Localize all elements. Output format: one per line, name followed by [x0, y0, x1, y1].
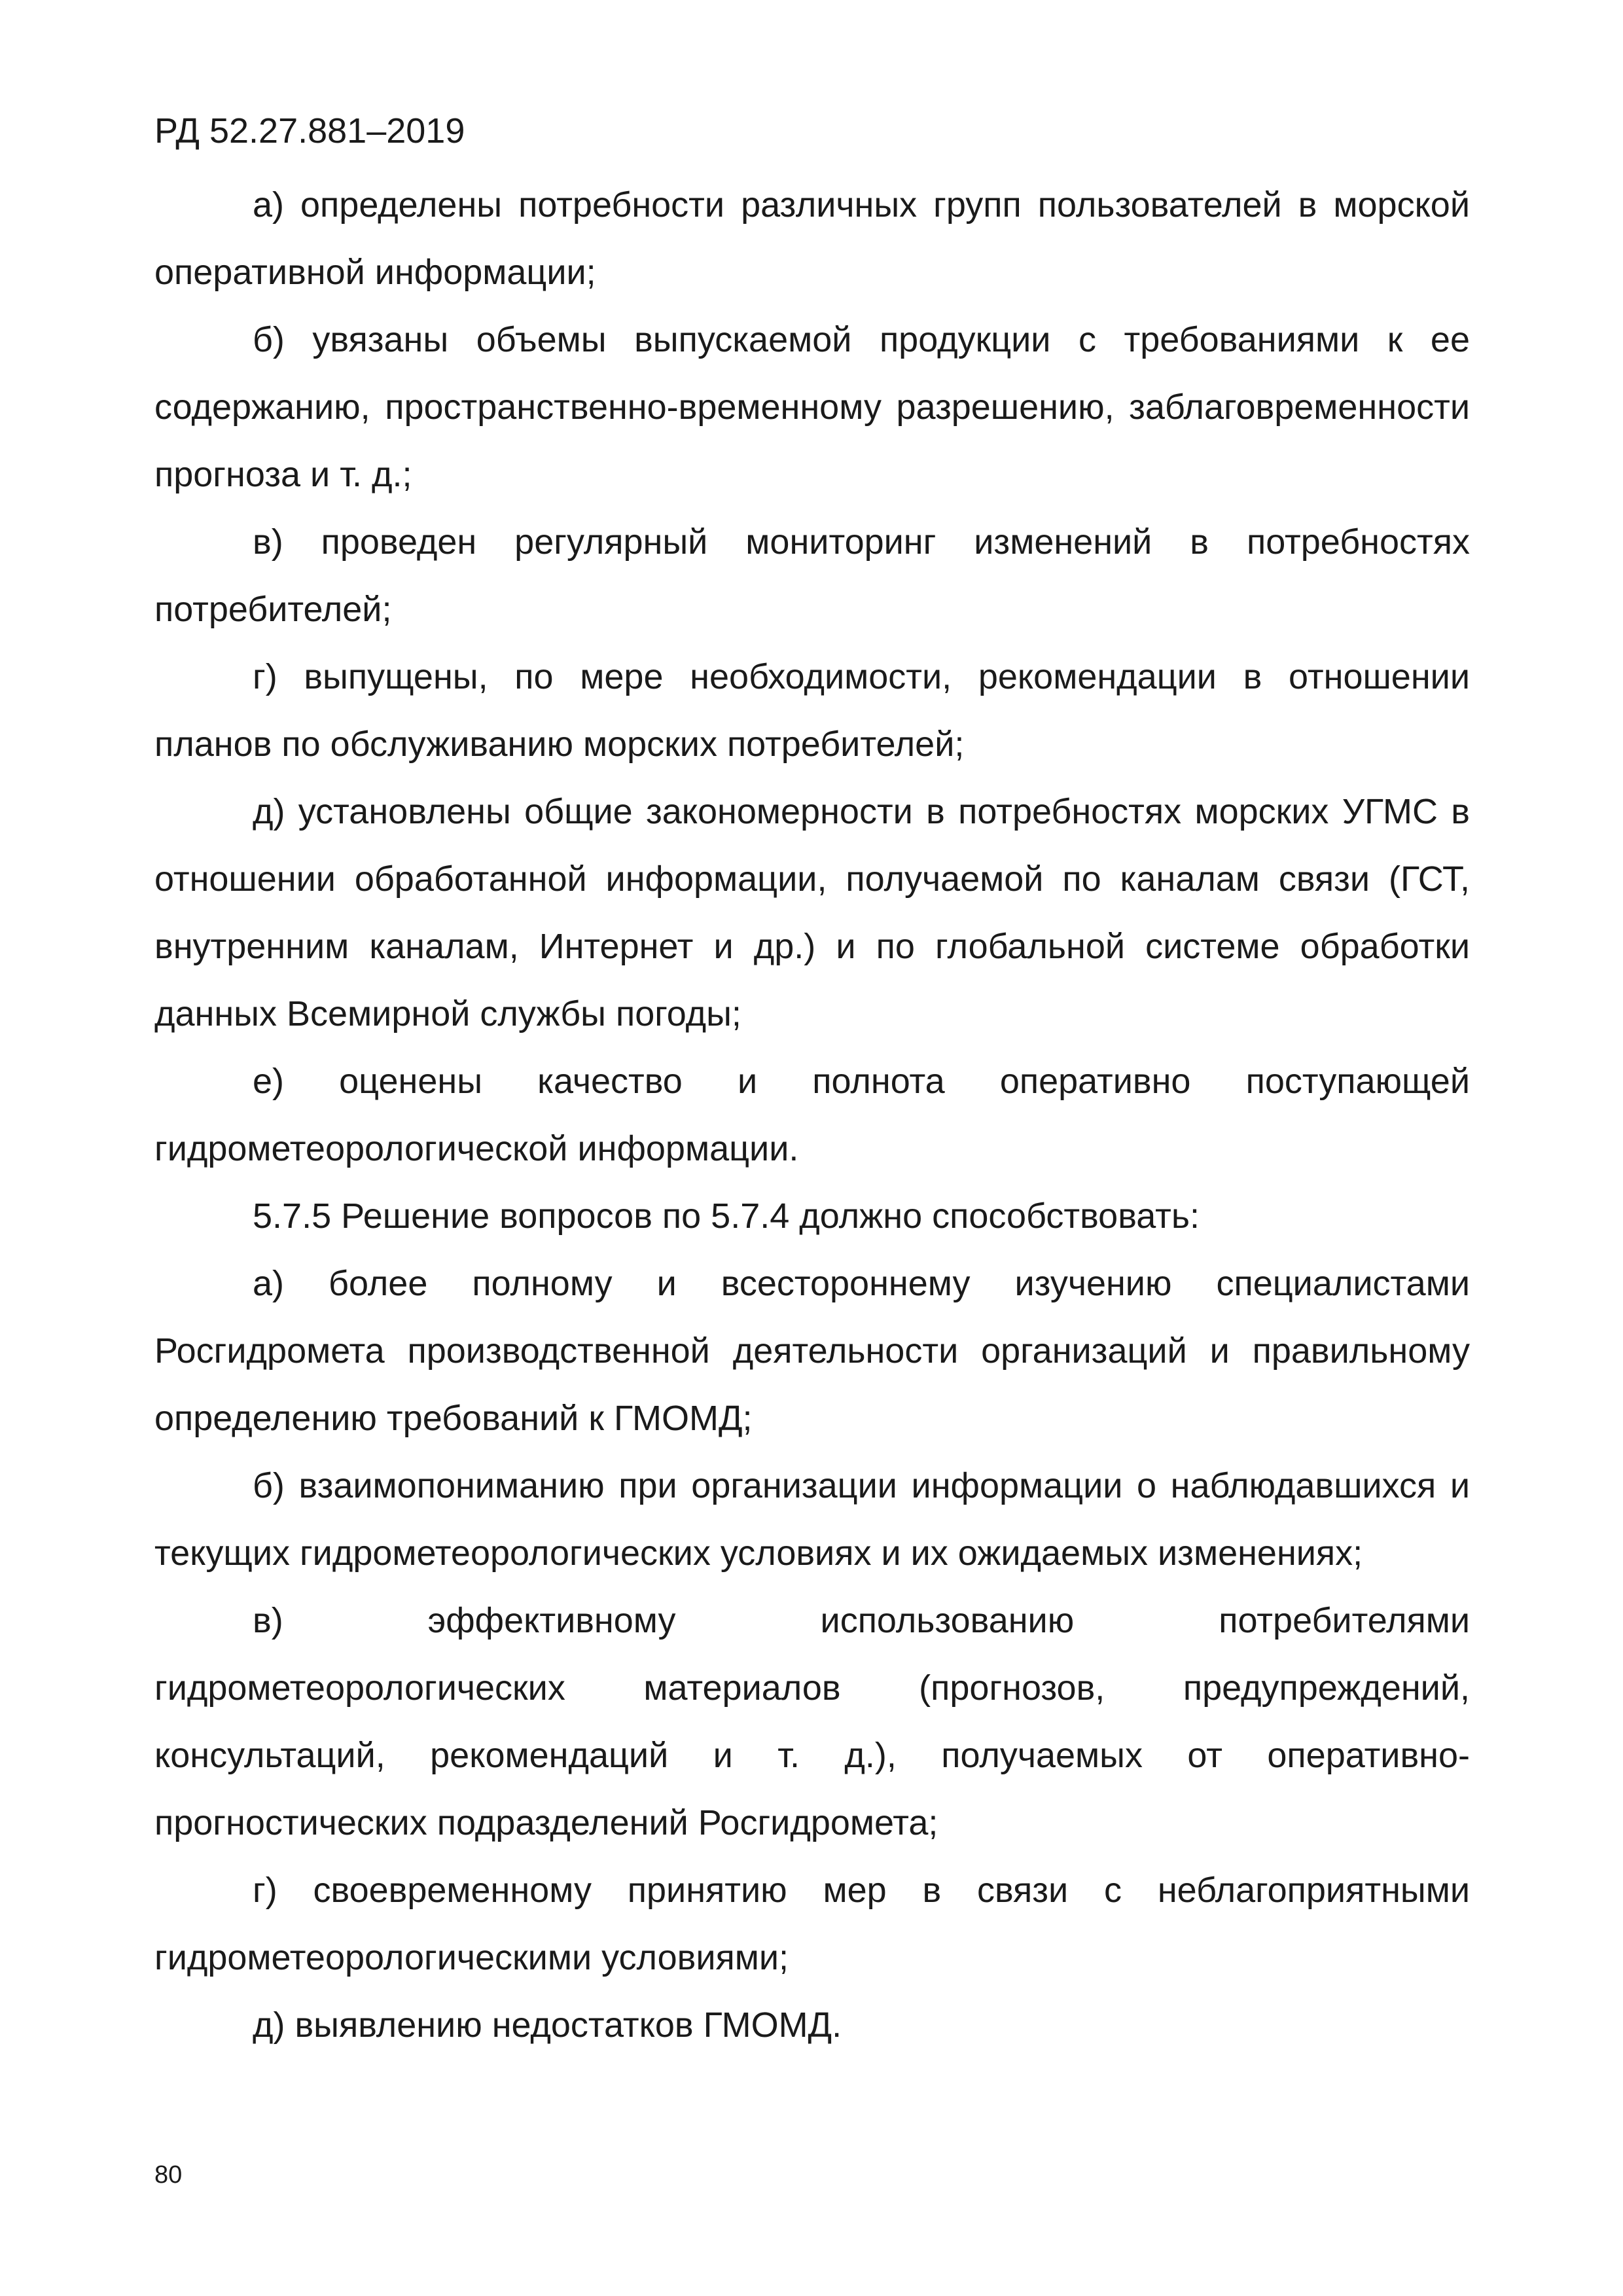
paragraph-g-recommendations: г) выпущены, по мере необходимости, рекомендации в отношении планов по обслуживанию морских потребителей; — [154, 657, 1470, 764]
paragraph-d-patterns: д) установлены общие закономерности в потребностях морских УГМС в отношении обработанной информации, получаемой по каналам связи (ГСТ, внутренним каналам, Интернет и др.) и по глобальной системе обработки данных Всемирной службы погоды; — [154, 792, 1470, 1033]
paragraph-v-usage: в) эффективному использованию потребителями гидрометеорологических материалов (прогнозов, предупреждений, консультаций, рекомендаций и т. д.), получаемых от оперативно-прогностических подразделений Росгидромета; — [154, 1601, 1470, 1842]
paragraph-e-quality: е) оценены качество и полнота оперативно поступающей гидрометеорологической информации. — [154, 1062, 1470, 1168]
paragraph-b-volumes: б) увязаны объемы выпускаемой продукции с требованиями к ее содержанию, пространственно-временному разрешению, заблаговременности прогноза и т. д.; — [154, 320, 1470, 494]
paragraph-d-shortcomings: д) выявлению недостатков ГМОМД. — [253, 2005, 842, 2045]
document-body — [154, 171, 1470, 2059]
page-number: 80 — [154, 2161, 183, 2189]
paragraph-a-needs: а) определены потребности различных групп пользователей в морской оперативной информации; — [154, 185, 1470, 292]
paragraph-b-understanding: б) взаимопониманию при организации информации о наблюдавшихся и текущих гидрометеорологических условиях и их ожидаемых изменениях; — [154, 1466, 1470, 1573]
paragraph-a-study: а) более полному и всестороннему изучению специалистами Росгидромета производственной деятельности организаций и правильному определению требований к ГМОМД; — [154, 1264, 1470, 1438]
paragraph-g-measures: г) своевременному принятию мер в связи с неблагоприятными гидрометеорологическими условиями; — [154, 1871, 1470, 1977]
section-5-7-5: 5.7.5 Решение вопросов по 5.7.4 должно способствовать: — [253, 1196, 1200, 1236]
document-header: РД 52.27.881–2019 — [154, 111, 465, 151]
paragraph-v-monitoring: в) проведен регулярный мониторинг изменений в потребностях потребителей; — [154, 522, 1470, 629]
